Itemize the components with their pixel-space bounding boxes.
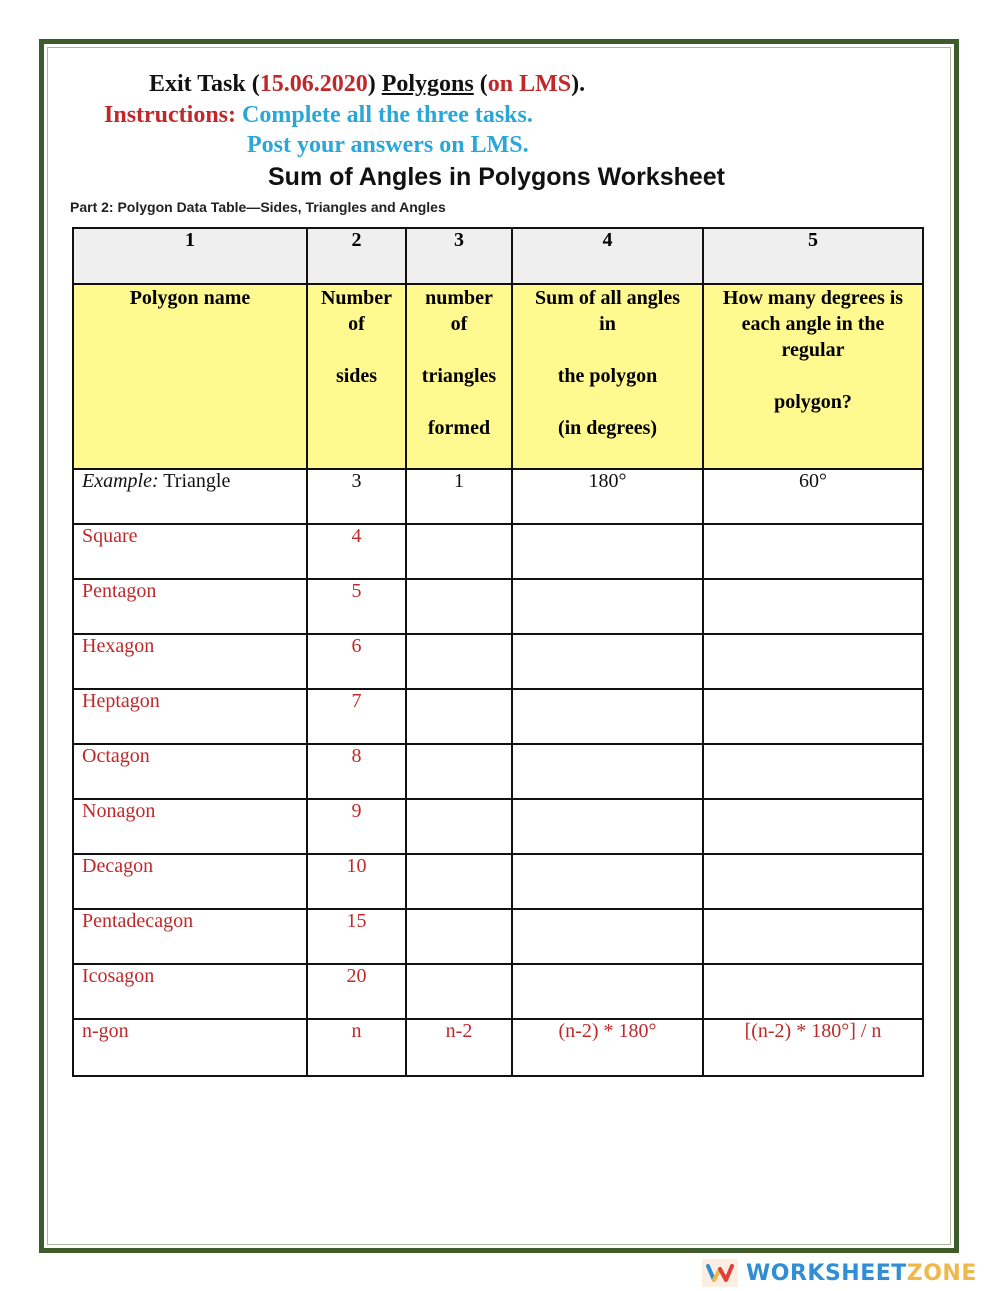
polygon-name: Square xyxy=(82,525,138,547)
sum-cell[interactable] xyxy=(512,524,703,579)
post-answers-line: Post your answers on LMS. xyxy=(247,132,529,158)
each-cell[interactable] xyxy=(703,854,923,909)
each-cell: [(n-2) * 180°] / n xyxy=(703,1019,923,1076)
sides-cell: 8 xyxy=(307,744,406,799)
column-header xyxy=(703,284,923,469)
worksheetzone-logo-icon xyxy=(702,1259,738,1287)
instructions-line xyxy=(104,102,533,129)
polygon-name-cell xyxy=(73,909,307,964)
polygon-name-cell xyxy=(73,689,307,744)
table-row xyxy=(73,524,923,579)
each-cell[interactable] xyxy=(703,909,923,964)
exit-task-heading xyxy=(149,71,585,98)
each-cell: 60° xyxy=(703,469,923,524)
sum-cell[interactable] xyxy=(512,579,703,634)
each-cell[interactable] xyxy=(703,689,923,744)
triangles-cell[interactable] xyxy=(406,744,512,799)
instructions-text: Complete all the three tasks. xyxy=(236,102,533,128)
triangles-cell[interactable] xyxy=(406,524,512,579)
polygon-name-cell xyxy=(73,964,307,1019)
polygon-name: Pentadecagon xyxy=(82,910,194,932)
column-header-line: polygon? xyxy=(774,391,852,413)
column-number: 5 xyxy=(703,228,923,284)
sum-cell: 180° xyxy=(512,469,703,524)
table-row xyxy=(73,1019,923,1076)
part-subtitle: Part 2: Polygon Data Table—Sides, Triangles and Angles xyxy=(70,199,446,215)
triangles-cell[interactable] xyxy=(406,579,512,634)
sum-cell[interactable] xyxy=(512,744,703,799)
sum-cell[interactable] xyxy=(512,799,703,854)
triangles-cell[interactable] xyxy=(406,909,512,964)
heading-prefix: Exit Task ( xyxy=(149,71,260,97)
polygon-name-cell xyxy=(73,469,307,524)
column-header xyxy=(406,284,512,469)
polygon-name: Octagon xyxy=(82,745,150,767)
table-row xyxy=(73,469,923,524)
polygon-name: Decagon xyxy=(82,855,154,877)
triangles-cell[interactable] xyxy=(406,964,512,1019)
column-header xyxy=(307,284,406,469)
polygon-name: Nonagon xyxy=(82,800,156,822)
brand-name xyxy=(746,1261,977,1286)
sides-cell: 4 xyxy=(307,524,406,579)
polygon-name: n-gon xyxy=(82,1020,129,1042)
column-header-line xyxy=(704,363,922,389)
sum-cell[interactable] xyxy=(512,909,703,964)
sides-cell: 3 xyxy=(307,469,406,524)
table-row xyxy=(73,964,923,1019)
sides-cell: n xyxy=(307,1019,406,1076)
polygon-name: Triangle xyxy=(158,470,231,492)
triangles-cell[interactable] xyxy=(406,689,512,744)
polygon-name-cell xyxy=(73,1019,307,1076)
heading-space: ( xyxy=(473,71,488,97)
example-label: Example: xyxy=(82,470,159,492)
each-cell[interactable] xyxy=(703,524,923,579)
column-header-line: the polygon xyxy=(557,365,658,387)
polygon-name: Hexagon xyxy=(82,635,155,657)
column-header-line: How many degrees is xyxy=(722,287,904,309)
polygon-name-cell xyxy=(73,854,307,909)
sides-cell: 6 xyxy=(307,634,406,689)
each-cell[interactable] xyxy=(703,634,923,689)
triangles-cell[interactable] xyxy=(406,854,512,909)
each-cell[interactable] xyxy=(703,579,923,634)
column-header xyxy=(512,284,703,469)
column-header-line: of xyxy=(450,313,468,335)
sides-cell: 7 xyxy=(307,689,406,744)
table-row xyxy=(73,744,923,799)
column-header-line xyxy=(407,337,511,363)
column-header-line: Polygon name xyxy=(129,287,251,309)
sum-cell[interactable] xyxy=(512,854,703,909)
column-header xyxy=(73,284,307,469)
column-header-line: number xyxy=(425,287,493,309)
polygon-name-cell xyxy=(73,744,307,799)
triangles-cell: n-2 xyxy=(406,1019,512,1076)
column-header-line xyxy=(308,337,405,363)
triangles-cell[interactable] xyxy=(406,799,512,854)
table-row xyxy=(73,579,923,634)
sides-cell: 10 xyxy=(307,854,406,909)
triangles-cell[interactable] xyxy=(406,634,512,689)
polygon-name: Heptagon xyxy=(82,690,160,712)
heading-date: 15.06.2020 xyxy=(259,71,368,97)
sum-cell: (n-2) * 180° xyxy=(512,1019,703,1076)
column-number: 4 xyxy=(512,228,703,284)
column-header-line: (in degrees) xyxy=(557,417,658,439)
polygon-name: Icosagon xyxy=(82,965,155,987)
sides-cell: 5 xyxy=(307,579,406,634)
column-number: 1 xyxy=(73,228,307,284)
polygon-name-cell xyxy=(73,524,307,579)
polygon-data-table xyxy=(72,227,924,1077)
column-header-line: triangles xyxy=(421,365,497,387)
column-header-line: Sum of all angles xyxy=(534,287,681,309)
polygon-name-cell xyxy=(73,634,307,689)
each-cell[interactable] xyxy=(703,744,923,799)
column-header-line: regular xyxy=(781,339,845,361)
table-row xyxy=(73,909,923,964)
polygon-name-cell xyxy=(73,579,307,634)
polygon-name-cell xyxy=(73,799,307,854)
table-row xyxy=(73,634,923,689)
polygon-name: Pentagon xyxy=(82,580,157,602)
column-header-line xyxy=(407,389,511,415)
each-cell[interactable] xyxy=(703,964,923,1019)
brand-part-zone: ZONE xyxy=(906,1260,977,1286)
instructions-label: Instructions: xyxy=(104,102,237,128)
sides-cell: 15 xyxy=(307,909,406,964)
column-header-line: Number xyxy=(320,287,393,309)
triangles-cell: 1 xyxy=(406,469,512,524)
sum-cell[interactable] xyxy=(512,689,703,744)
brand-part-worksheet: WORKSHEET xyxy=(746,1260,907,1286)
table-row xyxy=(73,799,923,854)
table-row xyxy=(73,689,923,744)
column-header-line: in xyxy=(599,313,616,335)
column-header-line: sides xyxy=(335,365,378,387)
heading-mid: ) xyxy=(367,71,382,97)
column-header-line: of xyxy=(348,313,365,335)
column-header-line: formed xyxy=(427,417,491,439)
column-number: 2 xyxy=(307,228,406,284)
sides-cell: 20 xyxy=(307,964,406,1019)
sides-cell: 9 xyxy=(307,799,406,854)
column-number: 3 xyxy=(406,228,512,284)
worksheet-title: Sum of Angles in Polygons Worksheet xyxy=(268,163,726,191)
column-number-row xyxy=(73,228,923,284)
sum-cell[interactable] xyxy=(512,964,703,1019)
worksheetzone-brand xyxy=(702,1259,977,1287)
heading-suffix: ). xyxy=(571,71,586,97)
column-header-line xyxy=(513,337,702,363)
column-header-row xyxy=(73,284,923,469)
sum-cell[interactable] xyxy=(512,634,703,689)
table-row xyxy=(73,854,923,909)
each-cell[interactable] xyxy=(703,799,923,854)
column-header-line: each angle in the xyxy=(741,313,885,335)
heading-platform: on LMS xyxy=(487,71,572,97)
column-header-line xyxy=(513,389,702,415)
heading-topic: Polygons xyxy=(381,71,474,97)
